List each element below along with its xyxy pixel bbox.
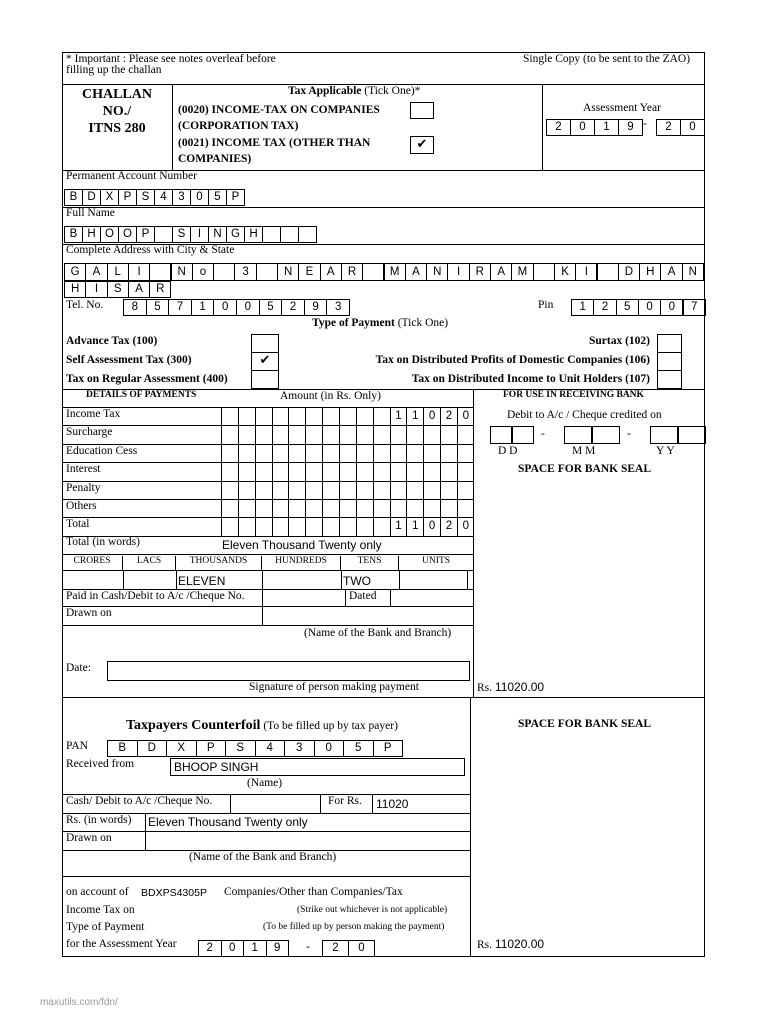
amount-digit-cell[interactable] <box>272 481 289 499</box>
pan-box-8[interactable]: 0 <box>190 189 209 206</box>
amount-digit-cell[interactable]: 0 <box>457 517 474 535</box>
amount-digit-cell[interactable] <box>390 444 407 462</box>
assessment-year-box-2[interactable]: 0 <box>570 119 595 136</box>
amount-digit-cell[interactable] <box>322 407 339 425</box>
pan-box-5[interactable]: S <box>136 189 155 206</box>
address-1-box-16[interactable]: M <box>384 263 406 281</box>
on-account-label: on account of <box>66 886 129 898</box>
counterfoil-ay-box-2[interactable]: 0 <box>221 940 245 957</box>
amount-digit-cell[interactable] <box>457 462 474 480</box>
amount-digit-cell[interactable] <box>423 481 440 499</box>
name-box-9[interactable]: N <box>208 226 227 243</box>
bank-branch-caption: (Name of the Bank and Branch) <box>304 627 452 639</box>
address-2-box-2[interactable]: I <box>85 281 107 298</box>
denomination-header: TENS <box>341 556 399 570</box>
day-caption: D D <box>498 445 518 457</box>
amount-digit-cell[interactable] <box>373 444 390 462</box>
regular-assessment-label: Tax on Regular Assessment (400) <box>66 373 228 385</box>
amount-digit-cell[interactable] <box>373 481 390 499</box>
for-rs-label: For Rs. <box>328 795 362 807</box>
amount-digit-cell[interactable] <box>322 499 339 517</box>
pan-box-6[interactable]: 4 <box>154 189 173 206</box>
counterfoil-drawn-on-label: Drawn on <box>66 832 112 844</box>
assessment-year-dash: - <box>643 118 647 130</box>
amount-digit-cell[interactable]: 0 <box>423 407 440 425</box>
pan-box-4[interactable]: P <box>118 189 137 206</box>
amount-digit-cell[interactable] <box>221 499 238 517</box>
month-box-1[interactable] <box>564 426 592 444</box>
address-1-box-7[interactable]: o <box>192 263 214 281</box>
assessment-year-caption: for the Assessment Year <box>66 938 177 950</box>
counterfoil-ay-end-box-2[interactable]: 0 <box>348 940 375 957</box>
amount-digit-cell[interactable] <box>423 444 440 462</box>
address-1-box-21[interactable]: A <box>490 263 512 281</box>
amount-digit-cell[interactable] <box>339 499 356 517</box>
type-payment-label: Type of Payment <box>66 921 145 933</box>
address-1-box-3[interactable]: L <box>107 263 129 281</box>
address-2-box-3[interactable]: S <box>107 281 129 298</box>
amount-digit-cell[interactable] <box>356 407 373 425</box>
amount-digit-cell[interactable] <box>457 425 474 443</box>
address-1-box-11[interactable]: N <box>277 263 299 281</box>
address-1-box-4[interactable]: I <box>128 263 150 281</box>
amount-digit-cell[interactable] <box>221 517 238 535</box>
address-1-box-8[interactable] <box>213 263 235 281</box>
amount-digit-cell[interactable] <box>305 425 322 443</box>
pin-label: Pin <box>538 299 554 311</box>
amount-digit-cell[interactable] <box>238 499 255 517</box>
amount-digit-cell[interactable] <box>356 444 373 462</box>
distributed-income-label: Tax on Distributed Income to Unit Holders (107) <box>411 373 650 385</box>
name-box-8[interactable]: I <box>190 226 209 243</box>
address-1-box-25[interactable]: I <box>575 263 597 281</box>
amount-digit-cell[interactable] <box>373 425 390 443</box>
amount-digit-cell[interactable]: 1 <box>390 517 407 535</box>
full-name-label: Full Name <box>66 207 115 219</box>
address-1-box-12[interactable]: E <box>298 263 320 281</box>
counterfoil-pan-box-5[interactable]: S <box>225 740 256 757</box>
assessment-year-end-box-2[interactable]: 0 <box>680 119 705 136</box>
assessment-year-label: Assessment Year <box>583 102 661 114</box>
amount-digit-cell[interactable] <box>305 517 322 535</box>
date-input[interactable] <box>107 661 470 681</box>
address-label: Complete Address with City & State <box>66 244 235 256</box>
dated-label: Dated <box>349 590 377 602</box>
amount-digit-cell[interactable] <box>272 407 289 425</box>
amount-digit-cell[interactable] <box>356 425 373 443</box>
bank-header: FOR USE IN RECEIVING BANK <box>503 390 644 400</box>
amount-digit-cell[interactable] <box>255 481 272 499</box>
amount-digit-cell[interactable] <box>406 481 423 499</box>
tel-label: Tel. No. <box>66 299 104 311</box>
tel-box-10[interactable]: 3 <box>326 299 350 316</box>
surtax-label: Surtax (102) <box>588 335 650 347</box>
amount-digit-cell[interactable] <box>288 499 305 517</box>
amount-digit-cell[interactable] <box>440 425 457 443</box>
amount-digit-cell[interactable] <box>305 444 322 462</box>
name-box-12[interactable] <box>262 226 281 243</box>
name-box-1[interactable]: B <box>64 226 83 243</box>
amount-digit-cell[interactable] <box>322 517 339 535</box>
tel-box-7[interactable]: 5 <box>259 299 283 316</box>
address-1-box-20[interactable]: R <box>469 263 491 281</box>
amount-digit-cell[interactable] <box>356 499 373 517</box>
name-box-2[interactable]: H <box>82 226 101 243</box>
tel-box-3[interactable]: 7 <box>168 299 192 316</box>
amount-digit-cell[interactable] <box>305 407 322 425</box>
amount-digit-cell[interactable] <box>288 407 305 425</box>
advance-tax-label: Advance Tax (100) <box>66 335 158 347</box>
amount-digit-cell[interactable] <box>373 517 390 535</box>
name-box-6[interactable] <box>154 226 173 243</box>
amount-digit-cell[interactable] <box>322 444 339 462</box>
details-row-label: Surcharge <box>66 426 113 439</box>
counterfoil-pan-box-10[interactable]: P <box>373 740 404 757</box>
denomination-header: THOUSANDS <box>176 556 262 570</box>
address-1-box-24[interactable]: K <box>554 263 576 281</box>
address-1-box-26[interactable] <box>597 263 619 281</box>
amount-digit-cell[interactable] <box>272 499 289 517</box>
source-footer: maxutils.com/fdn/ <box>40 997 118 1008</box>
tel-box-8[interactable]: 2 <box>281 299 305 316</box>
pin-box-2[interactable]: 2 <box>593 299 616 316</box>
distributed-profits-label: Tax on Distributed Profits of Domestic Companies (106) <box>375 354 650 366</box>
amount-digit-cell[interactable] <box>423 425 440 443</box>
challan-title: CHALLAN NO./ ITNS 280 <box>81 87 152 136</box>
name-caption: (Name) <box>247 777 283 789</box>
address-1-box-22[interactable]: M <box>511 263 533 281</box>
amount-digit-cell[interactable] <box>288 444 305 462</box>
paid-in-label: Paid in Cash/Debit to A/c /Cheque No. <box>66 590 245 602</box>
details-row-label: Penalty <box>66 481 101 494</box>
drawn-on-label: Drawn on <box>66 607 112 619</box>
pin-box-5[interactable]: 0 <box>660 299 683 316</box>
amount-digit-cell[interactable] <box>288 425 305 443</box>
assessment-year-box-4[interactable]: 9 <box>618 119 643 136</box>
amount-digit-cell[interactable]: 2 <box>440 407 457 425</box>
address-2-box-1[interactable]: H <box>64 281 86 298</box>
details-row-label: Total <box>66 518 90 531</box>
counterfoil-bank-seal-space: SPACE FOR BANK SEAL <box>518 718 652 730</box>
amount-digit-cell[interactable] <box>373 499 390 517</box>
name-box-13[interactable] <box>280 226 299 243</box>
name-box-10[interactable]: G <box>226 226 245 243</box>
counterfoil-title: Taxpayers Counterfoil (To be filled up by tax payer) <box>126 718 398 733</box>
regular-assessment-checkbox[interactable] <box>251 370 279 389</box>
details-row-label: Income Tax <box>66 408 121 420</box>
amount-digit-cell[interactable] <box>457 499 474 517</box>
month-caption: M M <box>572 445 596 457</box>
total-words-value: Eleven Thousand Twenty only <box>222 538 382 552</box>
counterfoil-pan-box-7[interactable]: 3 <box>284 740 315 757</box>
name-box-14[interactable] <box>298 226 317 243</box>
self-assessment-label: Self Assessment Tax (300) <box>66 354 192 366</box>
name-box-7[interactable]: S <box>172 226 191 243</box>
assessment-year-end-box-1[interactable]: 2 <box>656 119 681 136</box>
amount-digit-cell[interactable] <box>390 425 407 443</box>
amount-digit-cell[interactable] <box>339 517 356 535</box>
amount-digit-cell[interactable] <box>272 462 289 480</box>
details-header: DETAILS OF PAYMENTS <box>86 390 197 400</box>
date-dash-1: - <box>541 428 545 440</box>
day-box-2[interactable] <box>512 426 534 444</box>
counterfoil-pan-box-8[interactable]: 0 <box>314 740 345 757</box>
companies-label: Companies/Other than Companies/Tax <box>224 886 403 898</box>
signature-caption: Signature of person making payment <box>249 681 419 693</box>
amount-digit-cell[interactable] <box>272 444 289 462</box>
month-box-2[interactable] <box>592 426 620 444</box>
amount-digit-cell[interactable] <box>255 444 272 462</box>
amount-digit-cell[interactable] <box>390 499 407 517</box>
pin-box-6[interactable]: 7 <box>683 299 706 316</box>
amount-digit-cell[interactable] <box>255 517 272 535</box>
amount-digit-cell[interactable] <box>221 425 238 443</box>
denomination-header: UNITS <box>422 556 450 566</box>
amount-digit-cell[interactable] <box>272 425 289 443</box>
amount-digit-cell[interactable] <box>440 462 457 480</box>
address-1-box-15[interactable] <box>362 263 384 281</box>
amount-digit-cell[interactable] <box>322 462 339 480</box>
amount-digit-cell[interactable] <box>390 481 407 499</box>
important-note: * Important : Please see notes overleaf before filling up the challan <box>66 53 276 76</box>
amount-digit-cell[interactable] <box>221 444 238 462</box>
address-2-box-4[interactable]: A <box>128 281 150 298</box>
address-1-box-30[interactable]: N <box>682 263 704 281</box>
address-1-box-17[interactable]: A <box>405 263 427 281</box>
tel-box-9[interactable]: 9 <box>304 299 328 316</box>
tens-value: TWO <box>343 574 371 588</box>
amount-digit-cell[interactable] <box>356 517 373 535</box>
address-1-box-18[interactable]: N <box>426 263 448 281</box>
amount-digit-cell[interactable] <box>255 499 272 517</box>
address-1-box-2[interactable]: A <box>85 263 107 281</box>
denomination-header: CRORES <box>62 556 123 570</box>
counterfoil-pan-box-3[interactable]: X <box>166 740 197 757</box>
counterfoil-ay-dash: - <box>306 941 310 953</box>
amount-digit-cell[interactable] <box>339 407 356 425</box>
tel-box-1[interactable]: 8 <box>123 299 147 316</box>
pan-label: Permanent Account Number <box>66 170 197 182</box>
amount-digit-cell[interactable] <box>390 462 407 480</box>
pin-box-1[interactable]: 1 <box>571 299 594 316</box>
option-0021-checkbox[interactable]: ✔ <box>410 136 434 154</box>
counterfoil-rs-amount: Rs. 11020.00 <box>477 937 545 951</box>
address-1-box-1[interactable]: G <box>64 263 86 281</box>
counterfoil-ay-box-1[interactable]: 2 <box>198 940 222 957</box>
bank-rs-amount: Rs. 11020.00 <box>477 680 545 694</box>
pan-box-3[interactable]: X <box>100 189 119 206</box>
address-2-box-5[interactable]: R <box>149 281 171 298</box>
counterfoil-ay-box-3[interactable]: 1 <box>243 940 267 957</box>
pan-box-9[interactable]: 5 <box>208 189 227 206</box>
denomination-header: LACS <box>123 556 176 570</box>
amount-digit-cell[interactable] <box>423 462 440 480</box>
details-row-label: Interest <box>66 463 101 476</box>
amount-digit-cell[interactable] <box>238 425 255 443</box>
filled-note: (To be filled up by person making the payment) <box>263 922 445 932</box>
rs-words-label: Rs. (in words) <box>66 814 132 826</box>
amount-digit-cell[interactable]: 1 <box>406 517 423 535</box>
amount-digit-cell[interactable] <box>305 499 322 517</box>
received-from-label: Received from <box>66 758 135 770</box>
assessment-year-box-1[interactable]: 2 <box>546 119 571 136</box>
counterfoil-pan-label: PAN <box>66 740 88 752</box>
amount-digit-cell[interactable]: 1 <box>390 407 407 425</box>
year-box-2[interactable] <box>678 426 706 444</box>
amount-digit-cell[interactable] <box>457 481 474 499</box>
amount-digit-cell[interactable] <box>339 425 356 443</box>
amount-digit-cell[interactable] <box>238 462 255 480</box>
address-1-box-19[interactable]: I <box>447 263 469 281</box>
strike-note: (Strike out whichever is not applicable) <box>297 905 448 915</box>
date-dash-2: - <box>627 428 631 440</box>
debit-label: Debit to A/c / Cheque credited on <box>507 409 662 421</box>
address-1-box-29[interactable]: A <box>660 263 682 281</box>
for-rs-value: 11020 <box>376 797 409 811</box>
distributed-profits-checkbox[interactable] <box>657 352 682 371</box>
tel-box-6[interactable]: 0 <box>236 299 260 316</box>
payment-type-heading: Type of Payment (Tick One) <box>312 317 449 329</box>
amount-digit-cell[interactable] <box>221 481 238 499</box>
option-0020-label: (0020) INCOME-TAX ON COMPANIES (CORPORATION TAX) <box>178 104 380 132</box>
tel-box-5[interactable]: 0 <box>213 299 237 316</box>
distributed-income-checkbox[interactable] <box>657 370 682 389</box>
tel-box-4[interactable]: 1 <box>191 299 215 316</box>
amount-digit-cell[interactable] <box>255 407 272 425</box>
name-box-5[interactable]: P <box>136 226 155 243</box>
rs-words-value: Eleven Thousand Twenty only <box>148 815 308 829</box>
counterfoil-pan-box-4[interactable]: P <box>196 740 227 757</box>
amount-digit-cell[interactable] <box>339 444 356 462</box>
amount-digit-cell[interactable] <box>221 462 238 480</box>
copy-note: Single Copy (to be sent to the ZAO) <box>523 53 691 65</box>
counterfoil-ay-end-box-1[interactable]: 2 <box>322 940 349 957</box>
name-box-11[interactable]: H <box>244 226 263 243</box>
self-assessment-checkbox[interactable]: ✔ <box>251 352 279 371</box>
amount-digit-cell[interactable]: 1 <box>406 407 423 425</box>
thousands-value: ELEVEN <box>178 574 226 588</box>
amount-digit-cell[interactable] <box>339 462 356 480</box>
amount-digit-cell[interactable] <box>305 462 322 480</box>
pin-box-4[interactable]: 0 <box>638 299 661 316</box>
option-0021-label: (0021) INCOME TAX (OTHER THAN COMPANIES) <box>178 137 371 165</box>
amount-digit-cell[interactable] <box>305 481 322 499</box>
counterfoil-ay-box-4[interactable]: 9 <box>266 940 290 957</box>
amount-digit-cell[interactable] <box>440 444 457 462</box>
on-account-value: BDXPS4305P <box>141 887 207 899</box>
pan-box-7[interactable]: 3 <box>172 189 191 206</box>
address-1-box-23[interactable] <box>533 263 555 281</box>
amount-digit-cell[interactable] <box>238 444 255 462</box>
amount-digit-cell[interactable] <box>373 407 390 425</box>
address-1-box-6[interactable]: N <box>171 263 193 281</box>
address-1-box-13[interactable]: A <box>320 263 342 281</box>
address-1-box-9[interactable]: 3 <box>234 263 256 281</box>
counterfoil-pan-box-2[interactable]: D <box>137 740 168 757</box>
amount-digit-cell[interactable]: 0 <box>457 407 474 425</box>
amount-digit-cell[interactable] <box>288 481 305 499</box>
address-1-box-28[interactable]: H <box>639 263 661 281</box>
amount-digit-cell[interactable] <box>221 407 238 425</box>
amount-digit-cell[interactable] <box>238 481 255 499</box>
amount-digit-cell[interactable] <box>373 462 390 480</box>
counterfoil-pan-box-6[interactable]: 4 <box>255 740 286 757</box>
amount-digit-cell[interactable] <box>272 517 289 535</box>
amount-digit-cell[interactable] <box>440 481 457 499</box>
counterfoil-pan-box-1[interactable]: B <box>107 740 138 757</box>
tax-applicable-heading: Tax Applicable (Tick One)* <box>288 85 421 97</box>
assessment-year-box-3[interactable]: 1 <box>594 119 619 136</box>
amount-digit-cell[interactable] <box>457 444 474 462</box>
details-row-label: Others <box>66 500 97 512</box>
name-box-4[interactable]: O <box>118 226 137 243</box>
amount-digit-cell[interactable] <box>339 481 356 499</box>
amount-digit-cell[interactable] <box>356 481 373 499</box>
option-0020-checkbox[interactable] <box>410 102 434 119</box>
details-row-label: Education Cess <box>66 444 138 457</box>
denomination-header: HUNDREDS <box>262 556 341 570</box>
pin-box-3[interactable]: 5 <box>616 299 639 316</box>
amount-digit-cell[interactable] <box>322 481 339 499</box>
address-1-box-10[interactable] <box>256 263 278 281</box>
cash-debit-label: Cash/ Debit to A/c /Cheque No. <box>66 795 213 807</box>
date-label: Date: <box>66 662 91 674</box>
pan-box-2[interactable]: D <box>82 189 101 206</box>
amount-digit-cell[interactable] <box>322 425 339 443</box>
address-1-box-14[interactable]: R <box>341 263 363 281</box>
amount-digit-cell[interactable] <box>288 462 305 480</box>
tel-box-2[interactable]: 5 <box>146 299 170 316</box>
amount-digit-cell[interactable] <box>288 517 305 535</box>
counterfoil-pan-box-9[interactable]: 5 <box>343 740 374 757</box>
total-words-label: Total (in words) <box>66 536 140 548</box>
amount-digit-cell[interactable] <box>406 444 423 462</box>
year-box-1[interactable] <box>650 426 678 444</box>
amount-digit-cell[interactable] <box>356 462 373 480</box>
income-tax-on-label: Income Tax on <box>66 904 135 916</box>
amount-digit-cell[interactable] <box>255 425 272 443</box>
amount-digit-cell[interactable] <box>440 499 457 517</box>
name-box-3[interactable]: O <box>100 226 119 243</box>
amount-digit-cell[interactable] <box>238 517 255 535</box>
address-1-box-5[interactable] <box>149 263 171 281</box>
amount-digit-cell[interactable] <box>238 407 255 425</box>
year-caption: Y Y <box>656 445 675 457</box>
pan-box-10[interactable]: P <box>226 189 245 206</box>
advance-tax-checkbox[interactable] <box>251 334 279 353</box>
amount-digit-cell[interactable] <box>406 425 423 443</box>
day-box-1[interactable] <box>490 426 512 444</box>
amount-header: Amount (in Rs. Only) <box>280 390 381 402</box>
address-1-box-27[interactable]: D <box>618 263 640 281</box>
counterfoil-bank-branch-caption: (Name of the Bank and Branch) <box>189 851 337 863</box>
pan-box-1[interactable]: B <box>64 189 83 206</box>
amount-digit-cell[interactable] <box>406 499 423 517</box>
amount-digit-cell[interactable]: 2 <box>440 517 457 535</box>
amount-digit-cell[interactable]: 0 <box>423 517 440 535</box>
received-from-value: BHOOP SINGH <box>174 760 259 774</box>
amount-digit-cell[interactable] <box>406 462 423 480</box>
amount-digit-cell[interactable] <box>423 499 440 517</box>
bank-seal-space: SPACE FOR BANK SEAL <box>518 463 652 475</box>
surtax-checkbox[interactable] <box>657 334 682 353</box>
amount-digit-cell[interactable] <box>255 462 272 480</box>
